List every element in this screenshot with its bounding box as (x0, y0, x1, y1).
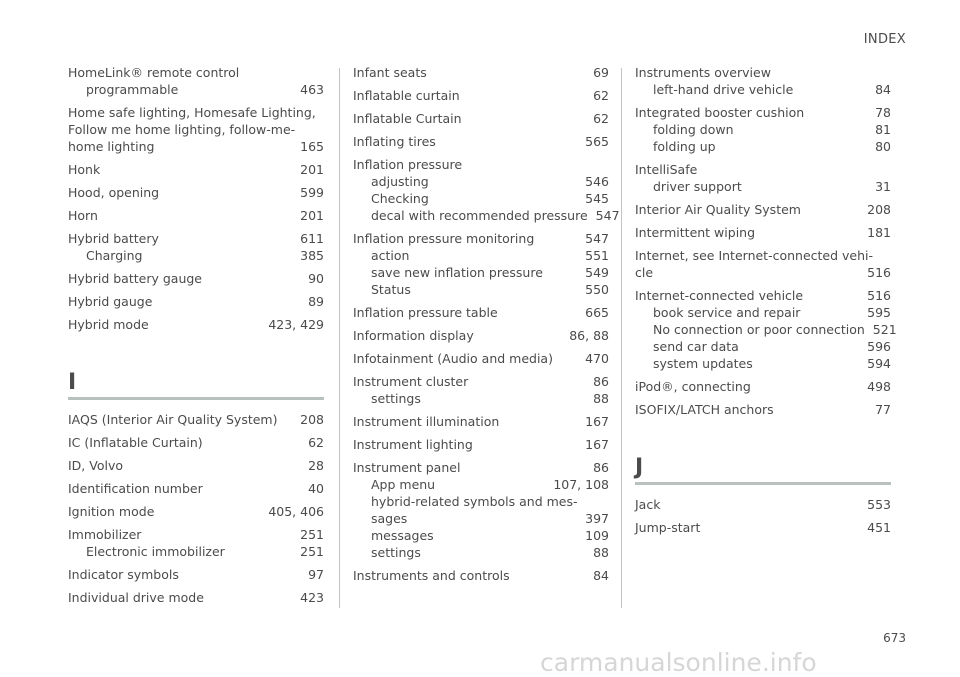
page-reference: 599 (300, 185, 324, 200)
page-reference: 88 (593, 545, 609, 560)
entry-title: Indicator symbols (68, 567, 179, 582)
index-entry (635, 104, 891, 155)
entry-title: Inflatable curtain (353, 88, 460, 103)
index-entry-line (68, 230, 324, 247)
index-entry-line (68, 566, 324, 583)
index-entry-line (68, 526, 324, 543)
page-reference: 167 (585, 437, 609, 452)
page-reference: 84 (875, 82, 891, 97)
entry-title: Identification number (68, 481, 203, 496)
index-entry-line (635, 64, 891, 81)
entry-title: Instruments overview (635, 65, 771, 80)
index-subentry-line (353, 247, 609, 264)
subentry-title: sages (371, 511, 408, 526)
index-entry (635, 64, 891, 98)
entry-title: Internet, see Internet-connected vehi- (635, 248, 874, 263)
index-entry (68, 207, 324, 224)
page-reference: 251 (300, 544, 324, 559)
entry-title: IAQS (Interior Air Quality System) (68, 412, 278, 427)
index-entry-line (68, 503, 324, 520)
index-entry (353, 373, 609, 407)
entry-title: Jack (635, 497, 661, 512)
entry-title: Horn (68, 208, 98, 223)
index-subentry-line (353, 264, 609, 281)
index-entry-line (68, 270, 324, 287)
entry-title: Ignition mode (68, 504, 155, 519)
page-reference: 547 (585, 231, 609, 246)
index-entry (68, 503, 324, 520)
index-entry (635, 496, 891, 513)
column-divider (339, 68, 340, 608)
page-reference: 423 (300, 590, 324, 605)
page-reference: 546 (585, 174, 609, 189)
entry-title: IntelliSafe (635, 162, 698, 177)
index-entry (353, 567, 609, 584)
page-reference: 165 (300, 139, 324, 154)
page-reference: 397 (585, 511, 609, 526)
index-subentry-line (635, 178, 891, 195)
page-reference: 181 (867, 225, 891, 240)
section-letter: J (635, 455, 644, 480)
entry-title: iPod®, connecting (635, 379, 751, 394)
index-entry (353, 133, 609, 150)
section-letter: I (68, 370, 77, 395)
index-entry-line (635, 496, 891, 513)
index-entry (68, 64, 324, 98)
section-rule (635, 482, 891, 485)
index-entry (68, 434, 324, 451)
section-spacer (635, 424, 891, 456)
page-reference: 611 (300, 231, 324, 246)
index-entry-line (353, 436, 609, 453)
subentry-title: left-hand drive vehicle (653, 82, 794, 97)
entry-title: Hybrid battery (68, 231, 159, 246)
index-subentry-line (353, 476, 609, 493)
index-subentry-line (68, 81, 324, 98)
subentry-title: Charging (86, 248, 143, 263)
entry-title: ISOFIX/LATCH anchors (635, 402, 774, 417)
page-reference: 97 (308, 567, 324, 582)
index-subentry-line (635, 355, 891, 372)
index-entry (353, 459, 609, 561)
subentry-title: save new inflation pressure (371, 265, 543, 280)
index-entry (353, 87, 609, 104)
entry-title: cle (635, 265, 654, 280)
index-entry (68, 411, 324, 428)
subentry-title: driver support (653, 179, 742, 194)
entry-title: Infotainment (Audio and media) (353, 351, 553, 366)
index-column-2 (353, 64, 620, 590)
index-subentry-line (68, 247, 324, 264)
index-subentry-line (635, 138, 891, 155)
index-entry-line (68, 411, 324, 428)
index-entry-line (353, 459, 609, 476)
index-entry-line (68, 589, 324, 606)
entry-title: Instrument cluster (353, 374, 469, 389)
subentry-title: No connection or poor connection (653, 322, 865, 337)
index-entry-line (68, 207, 324, 224)
page-reference: 88 (593, 391, 609, 406)
page-reference: 423, 429 (268, 317, 324, 332)
index-entry-line (635, 104, 891, 121)
index-entry-line (68, 480, 324, 497)
page-reference: 201 (300, 162, 324, 177)
index-subentry-line (353, 510, 609, 527)
page-reference: 208 (867, 202, 891, 217)
page-reference: 80 (875, 139, 891, 154)
page-header-title: INDEX (863, 32, 906, 47)
index-entry-line (353, 133, 609, 150)
index-subentry-line (353, 173, 609, 190)
subentry-title: programmable (86, 82, 179, 97)
index-entry-line (635, 519, 891, 536)
index-entry (353, 110, 609, 127)
page-reference: 28 (308, 458, 324, 473)
subentry-title: settings (371, 545, 421, 560)
index-entry-line (635, 224, 891, 241)
index-subentry-line (635, 321, 897, 338)
page-reference: 463 (300, 82, 324, 97)
index-entry-line (353, 304, 609, 321)
index-subentry-line (353, 281, 609, 298)
index-entry (353, 304, 609, 321)
entry-title: HomeLink® remote control (68, 65, 240, 80)
index-entry (68, 293, 324, 310)
page-reference: 78 (875, 105, 891, 120)
page-reference: 86 (593, 374, 609, 389)
index-entry (635, 401, 891, 418)
index-subentry-line (353, 390, 609, 407)
entry-title: Individual drive mode (68, 590, 204, 605)
entry-title: Intermittent wiping (635, 225, 756, 240)
index-subentry-line (635, 338, 891, 355)
index-entry-line (353, 327, 609, 344)
page-reference: 547 (595, 208, 620, 223)
index-entry-line (635, 264, 891, 281)
index-entry-line (635, 247, 891, 264)
index-column-1 (68, 64, 324, 612)
index-entry (68, 104, 324, 155)
index-entry-line (353, 230, 609, 247)
index-entry-line (353, 87, 609, 104)
index-entry-line (68, 434, 324, 451)
subentry-title: Electronic immobilizer (86, 544, 225, 559)
index-entry (68, 457, 324, 474)
subentry-title: hybrid-related symbols and mes- (371, 494, 578, 509)
page-reference: 62 (593, 111, 609, 126)
entry-title: Hybrid gauge (68, 294, 153, 309)
index-column-3 (635, 64, 897, 542)
page-reference: 31 (875, 179, 891, 194)
entry-title: Inflation pressure (353, 157, 463, 172)
entry-title: Integrated booster cushion (635, 105, 805, 120)
page-reference: 498 (867, 379, 891, 394)
page-reference: 470 (585, 351, 609, 366)
index-entry (635, 247, 891, 281)
page-reference: 90 (308, 271, 324, 286)
index-subentry-line (353, 207, 620, 224)
page-reference: 594 (867, 356, 891, 371)
index-entry-line (68, 457, 324, 474)
subentry-title: App menu (371, 477, 436, 492)
subentry-title: folding up (653, 139, 716, 154)
page-reference: 208 (300, 412, 324, 427)
entry-title: Honk (68, 162, 101, 177)
index-entry-line (353, 110, 609, 127)
subentry-title: adjusting (371, 174, 429, 189)
index-subentry-line (68, 543, 324, 560)
index-entry (68, 566, 324, 583)
index-entry (68, 161, 324, 178)
index-subentry-line (635, 304, 891, 321)
page-reference: 84 (593, 568, 609, 583)
page-number: 673 (883, 631, 906, 645)
index-entry (353, 436, 609, 453)
index-entry-line (68, 138, 324, 155)
page-reference: 665 (585, 305, 609, 320)
subentry-title: system updates (653, 356, 753, 371)
index-entry-line (353, 156, 609, 173)
page-reference: 545 (585, 191, 609, 206)
index-entry (68, 316, 324, 333)
entry-title: Inflation pressure monitoring (353, 231, 535, 246)
index-entry (68, 526, 324, 560)
subentry-title: action (371, 248, 410, 263)
entry-title: IC (Inflatable Curtain) (68, 435, 203, 450)
page-reference: 595 (867, 305, 891, 320)
page-reference: 251 (300, 527, 324, 542)
page-reference: 62 (308, 435, 324, 450)
index-entry (68, 589, 324, 606)
entry-title: Interior Air Quality System (635, 202, 801, 217)
index-subentry-line (353, 493, 609, 510)
index-entry-line (635, 201, 891, 218)
page-reference: 89 (308, 294, 324, 309)
page-reference: 40 (308, 481, 324, 496)
entry-title: Instrument illumination (353, 414, 500, 429)
entry-title: ID, Volvo (68, 458, 124, 473)
page-reference: 62 (593, 88, 609, 103)
entry-title: Infant seats (353, 65, 427, 80)
entry-title: Internet-connected vehicle (635, 288, 804, 303)
entry-title: home lighting (68, 139, 155, 154)
page-reference: 549 (585, 265, 609, 280)
section-spacer (68, 339, 324, 371)
index-entry-line (635, 287, 891, 304)
index-entry (353, 350, 609, 367)
page-reference: 596 (867, 339, 891, 354)
index-subentry-line (353, 527, 609, 544)
page-reference: 516 (867, 265, 891, 280)
page-reference: 109 (585, 528, 609, 543)
index-entry-line (68, 64, 324, 81)
page-reference: 550 (585, 282, 609, 297)
index-entry (353, 413, 609, 430)
entry-title: Information display (353, 328, 474, 343)
entry-title: Inflation pressure table (353, 305, 498, 320)
page-reference: 451 (867, 520, 891, 535)
page-reference: 69 (593, 65, 609, 80)
index-entry-line (353, 64, 609, 81)
index-entry-line (68, 161, 324, 178)
index-entry (68, 270, 324, 287)
subentry-title: settings (371, 391, 421, 406)
page-reference: 167 (585, 414, 609, 429)
page-reference: 516 (867, 288, 891, 303)
index-entry (353, 64, 609, 81)
entry-title: Hybrid mode (68, 317, 149, 332)
entry-title: Hybrid battery gauge (68, 271, 202, 286)
index-entry-line (68, 121, 324, 138)
page-reference: 405, 406 (268, 504, 324, 519)
page-reference: 77 (875, 402, 891, 417)
subentry-title: folding down (653, 122, 734, 137)
index-entry-line (353, 373, 609, 390)
page-reference: 86 (593, 460, 609, 475)
index-entry-line (68, 316, 324, 333)
index-subentry-line (635, 121, 891, 138)
entry-title: Immobilizer (68, 527, 142, 542)
entry-title: Follow me home lighting, follow-me- (68, 122, 296, 137)
page-reference: 107, 108 (553, 477, 609, 492)
index-entry (68, 230, 324, 264)
index-entry-line (353, 567, 609, 584)
index-entry-line (635, 161, 891, 178)
column-divider (621, 68, 622, 608)
index-entry (635, 519, 891, 536)
index-subentry-line (635, 81, 891, 98)
entry-title: Jump-start (635, 520, 701, 535)
index-entry (635, 287, 897, 372)
entry-title: Instrument lighting (353, 437, 473, 452)
subentry-title: decal with recommended pressure (371, 208, 588, 223)
subentry-title: messages (371, 528, 434, 543)
page-reference: 201 (300, 208, 324, 223)
entry-title: Instrument panel (353, 460, 461, 475)
subentry-title: book service and repair (653, 305, 801, 320)
index-entry (353, 327, 609, 344)
entry-title: Home safe lighting, Homesafe Lighting, (68, 105, 316, 120)
watermark: carmanualsonline.info (540, 648, 817, 677)
entry-title: Inflatable Curtain (353, 111, 462, 126)
index-entry-line (353, 350, 609, 367)
page-reference: 521 (872, 322, 897, 337)
index-entry (68, 184, 324, 201)
page-reference: 553 (867, 497, 891, 512)
index-entry-line (68, 184, 324, 201)
page-reference: 565 (585, 134, 609, 149)
index-entry (635, 378, 891, 395)
index-entry-line (68, 293, 324, 310)
subentry-title: Checking (371, 191, 429, 206)
index-subentry-line (353, 544, 609, 561)
index-subentry-line (353, 190, 609, 207)
index-entry (635, 201, 891, 218)
index-entry (635, 224, 891, 241)
index-entry (353, 156, 620, 224)
index-entry-line (635, 378, 891, 395)
index-entry-line (353, 413, 609, 430)
page-reference: 385 (300, 248, 324, 263)
section-rule (68, 397, 324, 400)
index-entry (635, 161, 891, 195)
index-entry (68, 480, 324, 497)
index-entry (353, 230, 609, 298)
subentry-title: Status (371, 282, 411, 297)
index-entry-line (635, 401, 891, 418)
entry-title: Instruments and controls (353, 568, 510, 583)
index-entry-line (68, 104, 324, 121)
page-reference: 86, 88 (569, 328, 609, 343)
page-reference: 81 (875, 122, 891, 137)
page-reference: 551 (585, 248, 609, 263)
entry-title: Hood, opening (68, 185, 160, 200)
subentry-title: send car data (653, 339, 739, 354)
entry-title: Inflating tires (353, 134, 436, 149)
